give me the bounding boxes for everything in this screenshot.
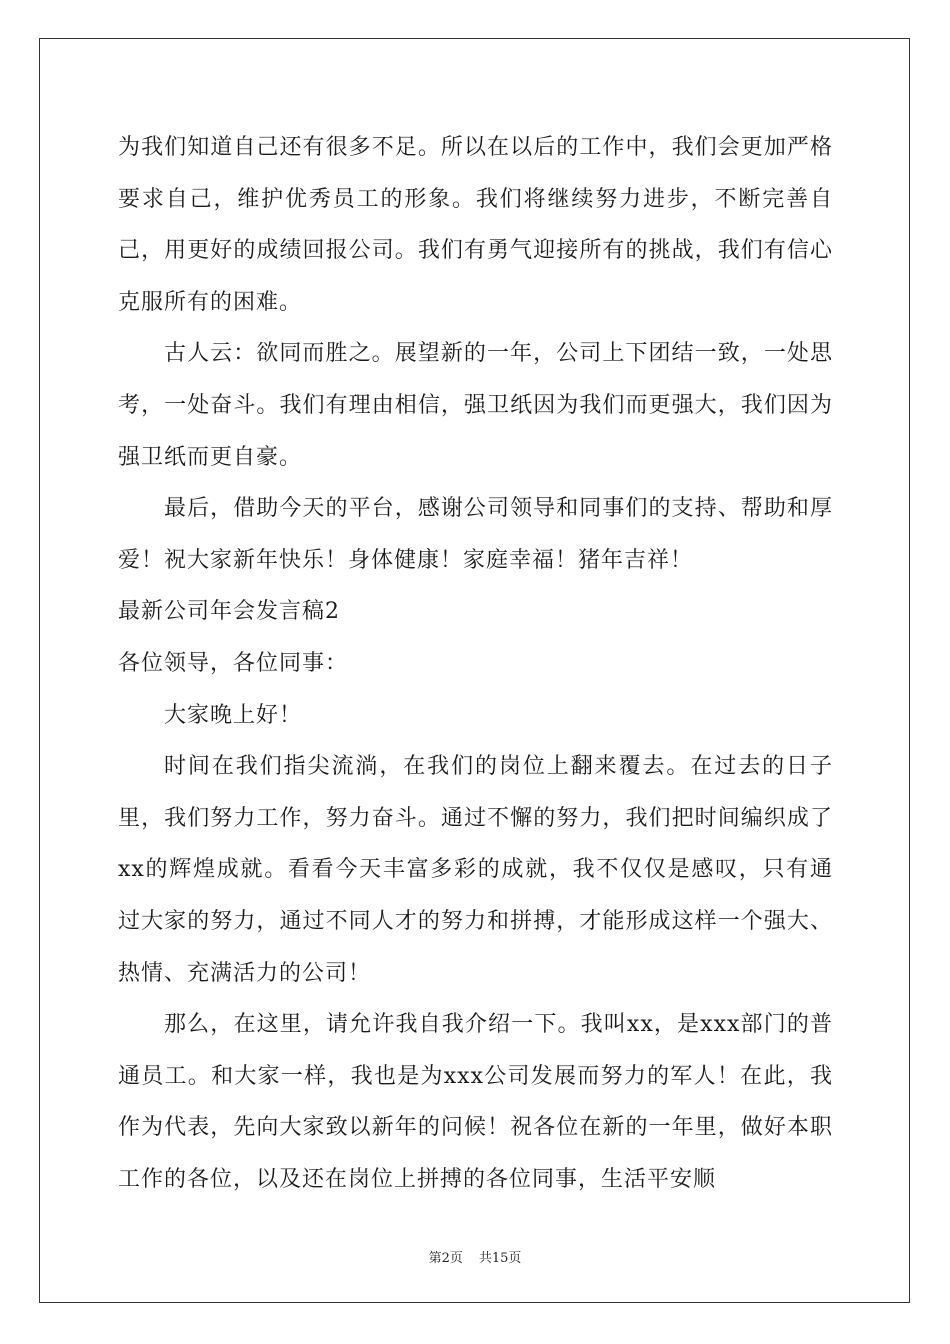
salutation: 各位领导，各位同事： (118, 650, 349, 676)
section-heading: 最新公司年会发言稿2 (118, 599, 340, 625)
paragraph-4: 时间在我们指尖流淌，在我们的岗位上翻来覆去。在过去的日子里，我们努力工作，努力奋斗。通过不懈的努力，我们把时间编织成了xx的辉煌成就。看看今天丰富多彩的成就，我不仅仅是感叹，只有通过大家的努力，通过不同人才的努力和拼搏，才能形成这样一个强大、热情、充满活力的公司！ (118, 754, 833, 986)
page-number: 第2页 (428, 1251, 463, 1266)
paragraph-2: 古人云：欲同而胜之。展望新的一年，公司上下团结一致，一处思考，一处奋斗。我们有理由相信，强卫纸因为我们而更强大，我们因为强卫纸而更自豪。 (118, 341, 833, 470)
paragraph-1: 为我们知道自己还有很多不足。所以在以后的工作中，我们会更加严格要求自己，维护优秀员工的形象。我们将继续努力进步，不断完善自己，用更好的成绩回报公司。我们有勇气迎接所有的挑战，我们有信心克服所有的困难。 (118, 135, 833, 315)
paragraph-3: 最后，借助今天的平台，感谢公司领导和同事们的支持、帮助和厚爱！祝大家新年快乐！身体健康！家庭幸福！猪年吉祥！ (118, 496, 833, 573)
greeting: 大家晚上好！ (164, 702, 303, 728)
document-body (118, 122, 833, 1205)
page-total: 共15页 (478, 1251, 522, 1266)
page-footer (0, 1247, 950, 1266)
paragraph-5: 那么，在这里，请允许我自我介绍一下。我叫xx，是xxx部门的普通员工。和大家一样，我也是为xxx公司发展而努力的军人！在此，我作为代表，先向大家致以新年的问候！祝各位在新的一年里，做好本职工作的各位，以及还在岗位上拼搏的各位同事，生活平安顺 (118, 1012, 833, 1192)
